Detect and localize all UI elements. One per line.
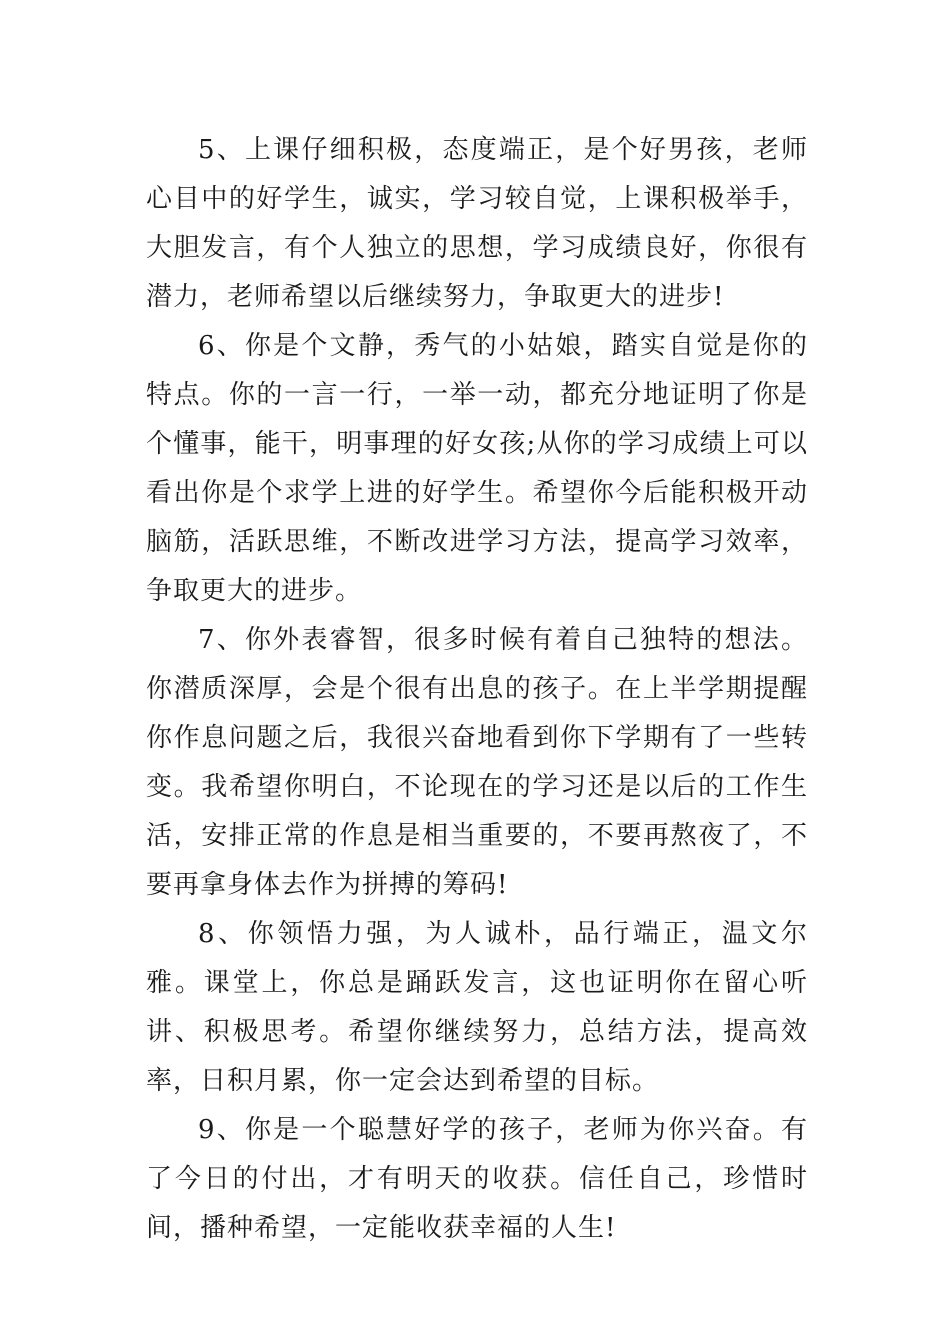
paragraph-9: 9、你是一个聪慧好学的孩子，老师为你兴奋。有了今日的付出，才有明天的收获。信任自己，珍惜时间，播种希望，一定能收获幸福的人生! [146,1115,808,1243]
paragraph-8: 8、你领悟力强，为人诚朴，品行端正，温文尔雅。课堂上，你总是踊跃发言，这也证明你在留心听讲、积极思考。希望你继续努力，总结方法，提高效率，日积月累，你一定会达到希望的目标。 [146,919,808,1096]
paragraph-6: 6、你是个文静，秀气的小姑娘，踏实自觉是你的特点。你的一言一行，一举一动，都充分地证明了你是个懂事，能干，明事理的好女孩;从你的学习成绩上可以看出你是个求学上进的好学生。希望你今后能积极开动脑筋，活跃思维，不断改进学习方法，提高学习效率，争取更大的进步。 [146,331,808,606]
paragraph-7: 7、你外表睿智，很多时候有着自己独特的想法。你潜质深厚，会是个很有出息的孩子。在上半学期提醒你作息问题之后，我很兴奋地看到你下学期有了一些转变。我希望你明白，不论现在的学习还是以后的工作生活，安排正常的作息是相当重要的，不要再熬夜了，不要再拿身体去作为拼搏的筹码! [146,625,808,900]
paragraph-5: 5、上课仔细积极，态度端正，是个好男孩，老师心目中的好学生，诚实，学习较自觉，上课积极举手，大胆发言，有个人独立的思想，学习成绩良好，你很有潜力，老师希望以后继续努力，争取更大的进步! [146,135,808,312]
document-body [146,126,808,1253]
